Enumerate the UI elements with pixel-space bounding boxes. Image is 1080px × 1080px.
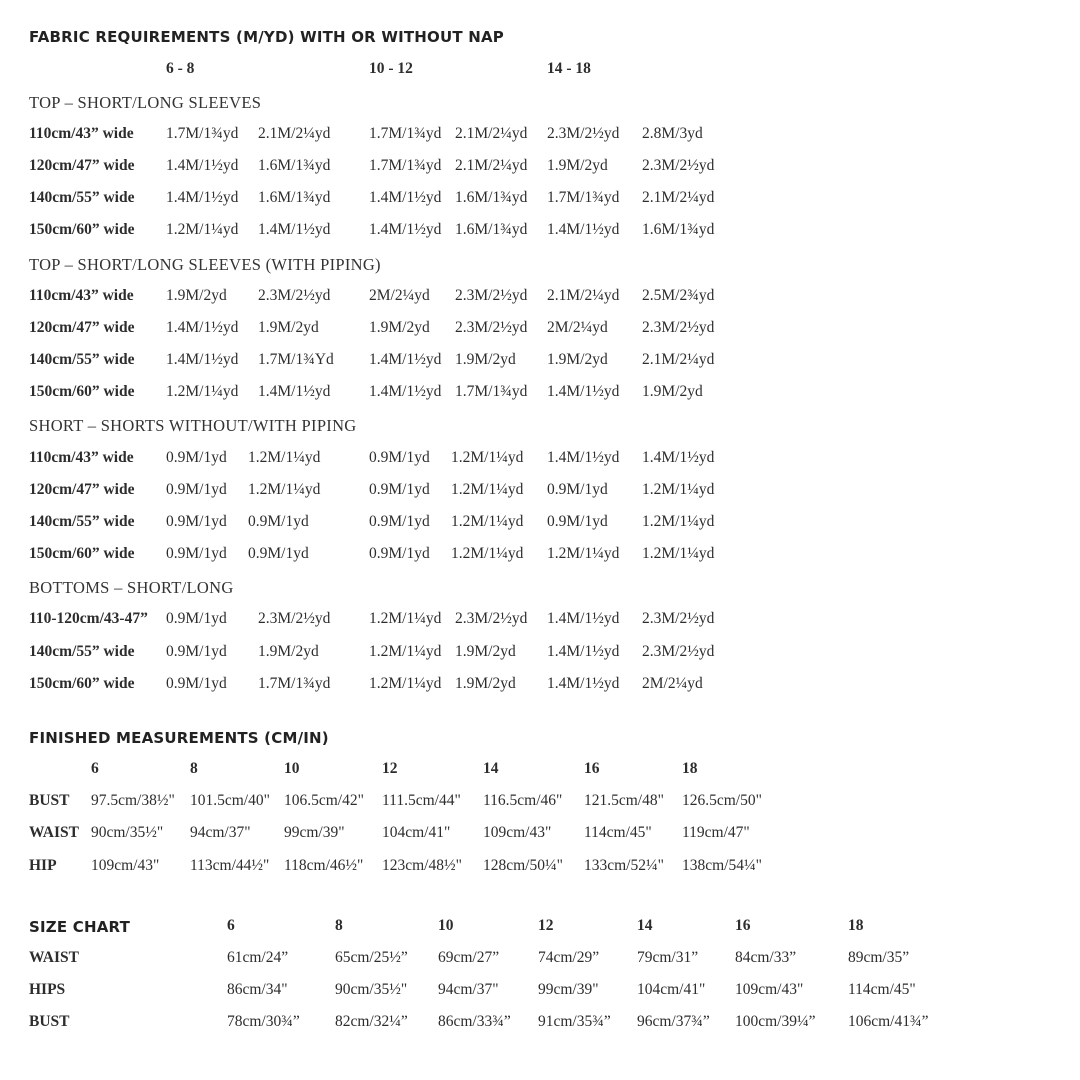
measurement-cell: 116.5cm/46"	[483, 792, 563, 809]
size-chart-row	[0, 1014, 1080, 1034]
fabric-cell: 1.4M/1½yd	[166, 351, 239, 368]
size-chart-cell: 91cm/35¾”	[538, 1013, 611, 1030]
size-group-header: 14 - 18	[547, 60, 591, 77]
section-title: TOP – SHORT/LONG SLEEVES (WITH PIPING)	[29, 255, 381, 274]
fabric-cell: 1.4M/1½yd	[258, 383, 331, 400]
size-header: 8	[190, 760, 198, 777]
size-chart-header-row	[0, 918, 1080, 938]
fabric-cell: 1.9M/2yd	[258, 319, 319, 336]
fabric-cell: 1.9M/2yd	[455, 351, 516, 368]
fabric-cell: 2.3M/2½yd	[642, 157, 715, 174]
fabric-cell: 2.1M/2¼yd	[455, 157, 528, 174]
size-chart-cell: 78cm/30¾”	[227, 1013, 300, 1030]
fabric-cell: 1.2M/1¼yd	[248, 449, 321, 466]
size-header: 14	[483, 760, 499, 777]
size-chart-cell: 106cm/41¾”	[848, 1013, 929, 1030]
fabric-cell: 1.4M/1½yd	[369, 221, 442, 238]
fabric-cell: 0.9M/1yd	[166, 449, 227, 466]
fabric-cell: 1.6M/1¾yd	[455, 189, 528, 206]
fabric-width-label: 140cm/55” wide	[29, 643, 135, 660]
fabric-row	[0, 288, 1080, 308]
measurement-cell: 94cm/37"	[190, 824, 251, 841]
measurement-cell: 123cm/48½"	[382, 857, 462, 874]
size-group-header: 10 - 12	[369, 60, 413, 77]
fabric-cell: 1.4M/1½yd	[547, 675, 620, 692]
fabric-cell: 2.3M/2½yd	[642, 319, 715, 336]
measurement-cell: 119cm/47"	[682, 824, 750, 841]
measurement-cell: 109cm/43"	[91, 857, 160, 874]
fabric-cell: 0.9M/1yd	[369, 545, 430, 562]
measurement-cell: 121.5cm/48"	[584, 792, 664, 809]
measurement-label: HIPS	[29, 981, 66, 998]
fabric-cell: 1.9M/2yd	[258, 643, 319, 660]
section-title: TOP – SHORT/LONG SLEEVES	[29, 93, 262, 112]
fabric-cell: 1.2M/1¼yd	[369, 675, 442, 692]
fabric-cell: 1.7M/1¾yd	[369, 157, 442, 174]
measurement-cell: 128cm/50¼"	[483, 857, 563, 874]
fabric-cell: 2M/2¼yd	[547, 319, 608, 336]
measurement-label: WAIST	[29, 824, 79, 841]
fabric-cell: 2.3M/2½yd	[642, 643, 715, 660]
measurement-cell: 133cm/52¼"	[584, 857, 664, 874]
fabric-cell: 1.4M/1½yd	[547, 383, 620, 400]
fabric-row	[0, 450, 1080, 470]
fabric-cell: 2.3M/2½yd	[455, 610, 528, 627]
fabric-cell: 2.3M/2½yd	[258, 610, 331, 627]
finished-size-header-row	[0, 761, 1080, 781]
fabric-cell: 2.3M/2½yd	[642, 610, 715, 627]
fabric-row	[0, 126, 1080, 146]
fabric-cell: 2.8M/3yd	[642, 125, 703, 142]
size-chart-heading: SIZE CHART	[29, 918, 131, 936]
measurement-label: BUST	[29, 1013, 70, 1030]
fabric-row	[0, 222, 1080, 242]
fabric-cell: 1.6M/1¾yd	[258, 157, 331, 174]
fabric-cell: 1.6M/1¾yd	[642, 221, 715, 238]
fabric-cell: 1.9M/2yd	[455, 643, 516, 660]
measurement-cell: 101.5cm/40"	[190, 792, 270, 809]
fabric-cell: 1.2M/1¼yd	[547, 545, 620, 562]
fabric-cell: 1.2M/1¼yd	[369, 610, 442, 627]
fabric-width-label: 140cm/55” wide	[29, 189, 135, 206]
size-header: 10	[284, 760, 300, 777]
fabric-cell: 0.9M/1yd	[369, 449, 430, 466]
fabric-row	[0, 514, 1080, 534]
fabric-cell: 1.4M/1½yd	[369, 351, 442, 368]
fabric-cell: 0.9M/1yd	[248, 545, 309, 562]
fabric-cell: 1.9M/2yd	[455, 675, 516, 692]
size-chart-cell: 89cm/35”	[848, 949, 910, 966]
fabric-width-label: 110-120cm/43-47”	[29, 610, 148, 627]
size-chart-cell: 90cm/35½"	[335, 981, 408, 998]
fabric-cell: 1.4M/1½yd	[369, 189, 442, 206]
fabric-cell: 1.4M/1½yd	[166, 157, 239, 174]
fabric-cell: 2.3M/2½yd	[455, 319, 528, 336]
size-chart-cell: 82cm/32¼”	[335, 1013, 408, 1030]
fabric-cell: 1.4M/1½yd	[166, 189, 239, 206]
fabric-row	[0, 190, 1080, 210]
fabric-width-label: 120cm/47” wide	[29, 481, 135, 498]
fabric-cell: 1.4M/1½yd	[258, 221, 331, 238]
fabric-width-label: 150cm/60” wide	[29, 545, 135, 562]
fabric-cell: 1.2M/1¼yd	[451, 513, 524, 530]
fabric-row	[0, 644, 1080, 664]
fabric-width-label: 120cm/47” wide	[29, 319, 135, 336]
fabric-row	[0, 320, 1080, 340]
fabric-cell: 1.7M/1¾yd	[166, 125, 239, 142]
fabric-cell: 1.2M/1¼yd	[166, 383, 239, 400]
fabric-cell: 0.9M/1yd	[248, 513, 309, 530]
fabric-width-label: 140cm/55” wide	[29, 351, 135, 368]
size-chart-cell: 99cm/39"	[538, 981, 599, 998]
size-chart-cell: 65cm/25½”	[335, 949, 408, 966]
size-chart-cell: 94cm/37"	[438, 981, 499, 998]
fabric-cell: 2.1M/2¼yd	[642, 189, 715, 206]
size-header: 18	[848, 917, 864, 934]
fabric-heading: FABRIC REQUIREMENTS (M/YD) WITH OR WITHOUT NAP	[29, 28, 504, 46]
fabric-cell: 2.3M/2½yd	[547, 125, 620, 142]
fabric-cell: 1.9M/2yd	[547, 157, 608, 174]
fabric-cell: 0.9M/1yd	[547, 513, 608, 530]
size-header: 16	[584, 760, 600, 777]
measurement-label: BUST	[29, 792, 70, 809]
fabric-cell: 0.9M/1yd	[166, 610, 227, 627]
fabric-cell: 1.2M/1¼yd	[451, 545, 524, 562]
measurement-cell: 111.5cm/44"	[382, 792, 461, 809]
size-group-header: 6 - 8	[166, 60, 195, 77]
finished-row	[0, 793, 1080, 813]
size-chart-cell: 69cm/27”	[438, 949, 500, 966]
fabric-cell: 2.1M/2¼yd	[455, 125, 528, 142]
fabric-width-label: 150cm/60” wide	[29, 675, 135, 692]
size-chart-cell: 100cm/39¼”	[735, 1013, 816, 1030]
fabric-width-label: 110cm/43” wide	[29, 125, 134, 142]
fabric-cell: 1.4M/1½yd	[642, 449, 715, 466]
measurement-cell: 106.5cm/42"	[284, 792, 364, 809]
fabric-cell: 2.5M/2¾yd	[642, 287, 715, 304]
size-chart-cell: 96cm/37¾”	[637, 1013, 710, 1030]
size-header: 16	[735, 917, 751, 934]
fabric-cell: 1.4M/1½yd	[547, 610, 620, 627]
size-header: 6	[91, 760, 99, 777]
fabric-cell: 1.6M/1¾yd	[258, 189, 331, 206]
size-chart-cell: 84cm/33”	[735, 949, 797, 966]
size-header: 14	[637, 917, 653, 934]
measurement-cell: 104cm/41"	[382, 824, 451, 841]
fabric-cell: 1.7M/1¾yd	[369, 125, 442, 142]
size-header: 6	[227, 917, 235, 934]
fabric-cell: 1.2M/1¼yd	[451, 449, 524, 466]
fabric-cell: 0.9M/1yd	[166, 545, 227, 562]
fabric-cell: 1.9M/2yd	[547, 351, 608, 368]
measurement-cell: 99cm/39"	[284, 824, 345, 841]
size-chart-row	[0, 982, 1080, 1002]
size-chart-cell: 86cm/33¾”	[438, 1013, 511, 1030]
measurement-cell: 126.5cm/50"	[682, 792, 762, 809]
fabric-cell: 1.2M/1¼yd	[369, 643, 442, 660]
section-title: BOTTOMS – SHORT/LONG	[29, 578, 234, 597]
measurement-cell: 138cm/54¼"	[682, 857, 762, 874]
fabric-cell: 1.4M/1½yd	[547, 221, 620, 238]
fabric-cell: 1.4M/1½yd	[547, 643, 620, 660]
section-title: SHORT – SHORTS WITHOUT/WITH PIPING	[29, 416, 357, 435]
fabric-width-label: 150cm/60” wide	[29, 383, 135, 400]
fabric-cell: 0.9M/1yd	[369, 481, 430, 498]
finished-row	[0, 825, 1080, 845]
fabric-cell: 2.1M/2¼yd	[547, 287, 620, 304]
size-chart-cell: 109cm/43"	[735, 981, 804, 998]
fabric-width-label: 110cm/43” wide	[29, 449, 134, 466]
fabric-width-label: 110cm/43” wide	[29, 287, 134, 304]
fabric-cell: 1.2M/1¼yd	[642, 545, 715, 562]
measurement-cell: 97.5cm/38½"	[91, 792, 175, 809]
measurement-cell: 118cm/46½"	[284, 857, 364, 874]
fabric-cell: 1.4M/1½yd	[547, 449, 620, 466]
measurement-cell: 113cm/44½"	[190, 857, 270, 874]
size-header: 12	[382, 760, 398, 777]
measurement-cell: 109cm/43"	[483, 824, 552, 841]
fabric-cell: 1.4M/1½yd	[166, 319, 239, 336]
fabric-cell: 2.1M/2¼yd	[642, 351, 715, 368]
fabric-cell: 1.2M/1¼yd	[166, 221, 239, 238]
fabric-width-label: 150cm/60” wide	[29, 221, 135, 238]
measurement-cell: 114cm/45"	[584, 824, 652, 841]
fabric-cell: 1.2M/1¼yd	[248, 481, 321, 498]
fabric-row	[0, 384, 1080, 404]
fabric-cell: 2.1M/2¼yd	[258, 125, 331, 142]
fabric-cell: 2.3M/2½yd	[455, 287, 528, 304]
fabric-width-label: 140cm/55” wide	[29, 513, 135, 530]
finished-heading: FINISHED MEASUREMENTS (CM/IN)	[29, 729, 329, 747]
fabric-cell: 1.9M/2yd	[369, 319, 430, 336]
fabric-cell: 1.7M/1¾yd	[547, 189, 620, 206]
fabric-cell: 1.7M/1¾yd	[258, 675, 331, 692]
finished-row	[0, 858, 1080, 878]
fabric-cell: 1.7M/1¾yd	[455, 383, 528, 400]
fabric-cell: 0.9M/1yd	[166, 513, 227, 530]
fabric-row	[0, 352, 1080, 372]
size-chart-row	[0, 950, 1080, 970]
fabric-cell: 1.6M/1¾yd	[455, 221, 528, 238]
fabric-cell: 0.9M/1yd	[166, 643, 227, 660]
size-header: 12	[538, 917, 554, 934]
fabric-cell: 0.9M/1yd	[369, 513, 430, 530]
size-chart-cell: 79cm/31”	[637, 949, 699, 966]
size-chart-cell: 86cm/34"	[227, 981, 288, 998]
size-chart-cell: 104cm/41"	[637, 981, 706, 998]
size-chart-cell: 74cm/29”	[538, 949, 600, 966]
fabric-cell: 1.4M/1½yd	[369, 383, 442, 400]
size-header: 8	[335, 917, 343, 934]
fabric-cell: 0.9M/1yd	[547, 481, 608, 498]
size-header: 18	[682, 760, 698, 777]
fabric-cell: 1.2M/1¼yd	[451, 481, 524, 498]
fabric-row	[0, 158, 1080, 178]
fabric-cell: 2M/2¼yd	[642, 675, 703, 692]
fabric-cell: 0.9M/1yd	[166, 675, 227, 692]
fabric-cell: 2M/2¼yd	[369, 287, 430, 304]
size-chart-cell: 114cm/45"	[848, 981, 916, 998]
fabric-cell: 1.9M/2yd	[642, 383, 703, 400]
fabric-row	[0, 676, 1080, 696]
measurement-label: HIP	[29, 857, 57, 874]
measurement-label: WAIST	[29, 949, 79, 966]
size-header: 10	[438, 917, 454, 934]
fabric-cell: 2.3M/2½yd	[258, 287, 331, 304]
fabric-row	[0, 546, 1080, 566]
fabric-cell: 1.7M/1¾Yd	[258, 351, 334, 368]
fabric-row	[0, 482, 1080, 502]
fabric-row	[0, 611, 1080, 631]
fabric-cell: 1.9M/2yd	[166, 287, 227, 304]
fabric-cell: 1.2M/1¼yd	[642, 513, 715, 530]
fabric-cell: 1.2M/1¼yd	[642, 481, 715, 498]
measurement-cell: 90cm/35½"	[91, 824, 164, 841]
fabric-width-label: 120cm/47” wide	[29, 157, 135, 174]
size-chart-cell: 61cm/24”	[227, 949, 289, 966]
fabric-cell: 0.9M/1yd	[166, 481, 227, 498]
